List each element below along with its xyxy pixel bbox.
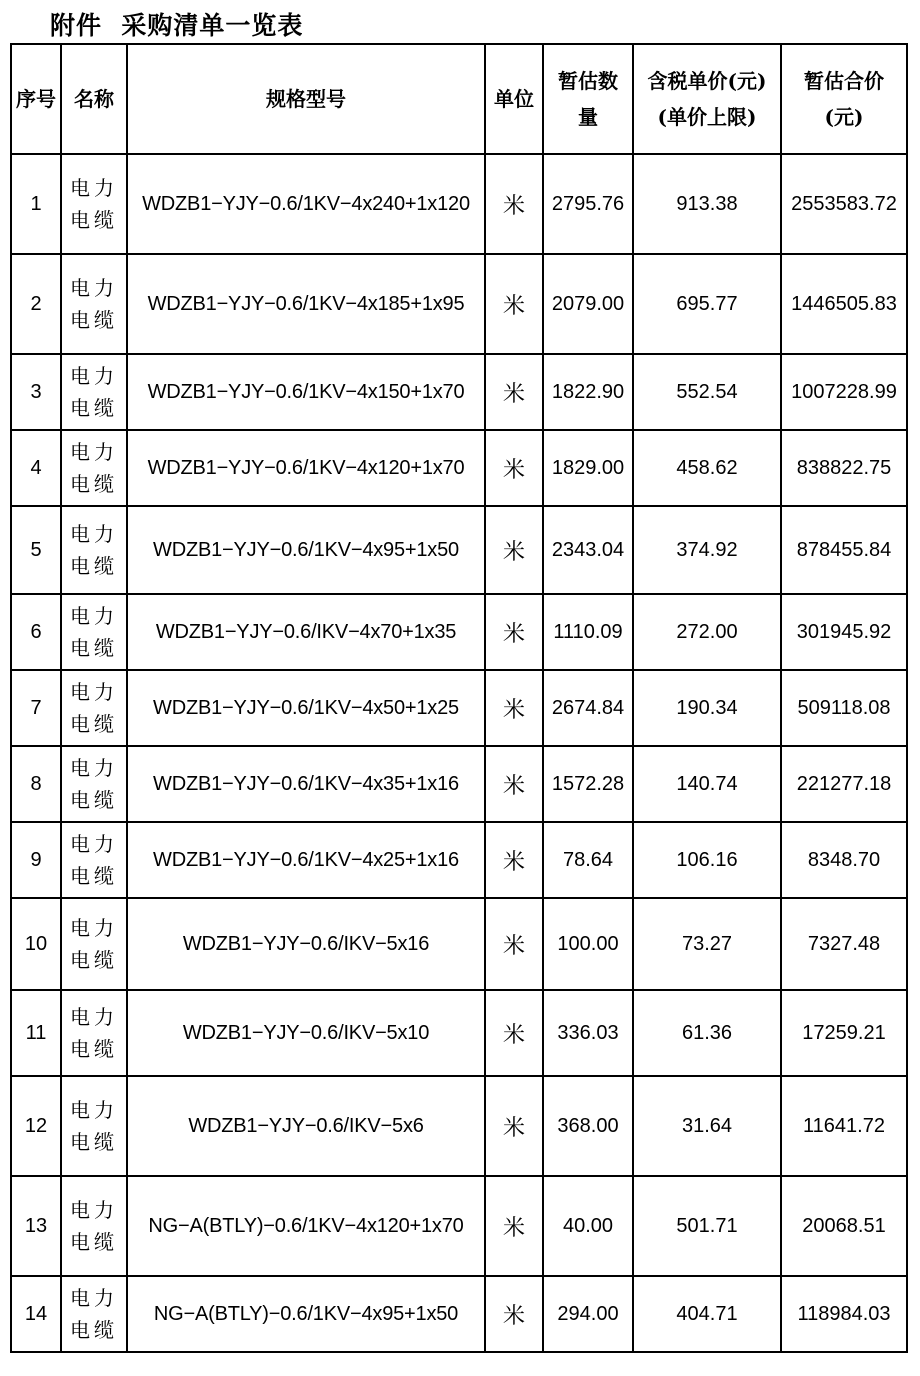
row-name-line1: 电力 — [70, 276, 118, 300]
row-qty: 2343.04 — [543, 506, 633, 594]
header-qty — [543, 44, 633, 154]
row-index: 1 — [11, 154, 61, 254]
row-index: 6 — [11, 594, 61, 670]
row-name-line1: 电力 — [70, 1098, 118, 1122]
row-name — [61, 506, 127, 594]
row-name — [61, 1076, 127, 1176]
row-spec: WDZB1−YJY−0.6/IKV−5x16 — [127, 898, 485, 990]
row-qty: 1829.00 — [543, 430, 633, 506]
row-name-line2: 电缆 — [70, 208, 118, 232]
row-name-line2: 电缆 — [70, 864, 118, 888]
table-row — [11, 746, 907, 822]
row-unit: 米 — [485, 254, 543, 354]
row-qty: 2674.84 — [543, 670, 633, 746]
header-price-line1: 含税单价(元) — [647, 69, 767, 93]
row-total: 221277.18 — [781, 746, 907, 822]
table-row — [11, 254, 907, 354]
row-spec: WDZB1−YJY−0.6/IKV−5x6 — [127, 1076, 485, 1176]
row-total: 8348.70 — [781, 822, 907, 898]
row-total: 301945.92 — [781, 594, 907, 670]
row-qty: 78.64 — [543, 822, 633, 898]
table-row — [11, 430, 907, 506]
header-price — [633, 44, 781, 154]
row-price: 374.92 — [633, 506, 781, 594]
row-unit: 米 — [485, 506, 543, 594]
table-row — [11, 594, 907, 670]
row-qty: 40.00 — [543, 1176, 633, 1276]
table-row — [11, 898, 907, 990]
row-index: 10 — [11, 898, 61, 990]
row-total: 2553583.72 — [781, 154, 907, 254]
header-row — [11, 44, 907, 154]
row-price: 913.38 — [633, 154, 781, 254]
row-name — [61, 670, 127, 746]
row-index: 14 — [11, 1276, 61, 1352]
row-qty: 2079.00 — [543, 254, 633, 354]
row-index: 2 — [11, 254, 61, 354]
header-unit: 单位 — [485, 44, 543, 154]
row-name — [61, 822, 127, 898]
row-total: 878455.84 — [781, 506, 907, 594]
row-spec: NG−A(BTLY)−0.6/1KV−4x95+1x50 — [127, 1276, 485, 1352]
row-price: 190.34 — [633, 670, 781, 746]
row-name-line1: 电力 — [70, 680, 118, 704]
row-unit: 米 — [485, 154, 543, 254]
row-name — [61, 1276, 127, 1352]
row-total: 509118.08 — [781, 670, 907, 746]
header-total — [781, 44, 907, 154]
row-index: 13 — [11, 1176, 61, 1276]
row-index: 5 — [11, 506, 61, 594]
header-total-line2: (元) — [824, 105, 864, 129]
table-row — [11, 990, 907, 1076]
row-total: 17259.21 — [781, 990, 907, 1076]
row-price: 458.62 — [633, 430, 781, 506]
row-total: 1007228.99 — [781, 354, 907, 430]
row-name — [61, 1176, 127, 1276]
row-name-line1: 电力 — [70, 1198, 118, 1222]
row-name — [61, 746, 127, 822]
row-name-line1: 电力 — [70, 916, 118, 940]
row-total: 20068.51 — [781, 1176, 907, 1276]
row-name-line2: 电缆 — [70, 472, 118, 496]
row-name-line1: 电力 — [70, 364, 118, 388]
row-price: 695.77 — [633, 254, 781, 354]
row-name-line1: 电力 — [70, 756, 118, 780]
row-spec: WDZB1−YJY−0.6/1KV−4x95+1x50 — [127, 506, 485, 594]
row-name — [61, 898, 127, 990]
header-index: 序号 — [11, 44, 61, 154]
row-qty: 1822.90 — [543, 354, 633, 430]
row-spec: WDZB1−YJY−0.6/1KV−4x35+1x16 — [127, 746, 485, 822]
row-name — [61, 154, 127, 254]
row-name-line2: 电缆 — [70, 1037, 118, 1061]
row-name-line2: 电缆 — [70, 712, 118, 736]
table-row — [11, 1176, 907, 1276]
row-name-line2: 电缆 — [70, 396, 118, 420]
row-unit: 米 — [485, 670, 543, 746]
row-price: 140.74 — [633, 746, 781, 822]
row-total: 1446505.83 — [781, 254, 907, 354]
row-index: 8 — [11, 746, 61, 822]
row-unit: 米 — [485, 822, 543, 898]
row-spec: WDZB1−YJY−0.6/1KV−4x50+1x25 — [127, 670, 485, 746]
procurement-table — [10, 43, 908, 1353]
row-qty: 368.00 — [543, 1076, 633, 1176]
row-qty: 1572.28 — [543, 746, 633, 822]
row-name — [61, 594, 127, 670]
row-name-line2: 电缆 — [70, 1318, 118, 1342]
row-name-line1: 电力 — [70, 832, 118, 856]
table-row — [11, 822, 907, 898]
row-qty: 1110.09 — [543, 594, 633, 670]
row-qty: 294.00 — [543, 1276, 633, 1352]
row-index: 4 — [11, 430, 61, 506]
row-unit: 米 — [485, 898, 543, 990]
row-index: 12 — [11, 1076, 61, 1176]
row-price: 552.54 — [633, 354, 781, 430]
row-qty: 100.00 — [543, 898, 633, 990]
row-price: 31.64 — [633, 1076, 781, 1176]
row-spec: WDZB1−YJY−0.6/1KV−4x120+1x70 — [127, 430, 485, 506]
table-row — [11, 1276, 907, 1352]
row-spec: WDZB1−YJY−0.6/IKV−5x10 — [127, 990, 485, 1076]
row-price: 272.00 — [633, 594, 781, 670]
row-unit: 米 — [485, 594, 543, 670]
row-name-line2: 电缆 — [70, 636, 118, 660]
row-spec: WDZB1−YJY−0.6/1KV−4x150+1x70 — [127, 354, 485, 430]
table-row — [11, 506, 907, 594]
header-qty-line2: 量 — [578, 105, 598, 129]
row-spec: WDZB1−YJY−0.6/1KV−4x25+1x16 — [127, 822, 485, 898]
row-unit: 米 — [485, 354, 543, 430]
row-price: 106.16 — [633, 822, 781, 898]
row-index: 11 — [11, 990, 61, 1076]
row-price: 73.27 — [633, 898, 781, 990]
row-spec: WDZB1−YJY−0.6/1KV−4x240+1x120 — [127, 154, 485, 254]
page-title: 附件 采购清单一览表 — [50, 11, 304, 40]
row-name-line1: 电力 — [70, 440, 118, 464]
row-name-line2: 电缆 — [70, 788, 118, 812]
row-spec: NG−A(BTLY)−0.6/1KV−4x120+1x70 — [127, 1176, 485, 1276]
table-row — [11, 1076, 907, 1176]
row-total: 118984.03 — [781, 1276, 907, 1352]
row-unit: 米 — [485, 990, 543, 1076]
row-qty: 2795.76 — [543, 154, 633, 254]
row-name-line2: 电缆 — [70, 308, 118, 332]
row-spec: WDZB1−YJY−0.6/1KV−4x185+1x95 — [127, 254, 485, 354]
table-row — [11, 354, 907, 430]
table-body — [11, 154, 907, 1352]
table-row — [11, 670, 907, 746]
row-total: 7327.48 — [781, 898, 907, 990]
row-price: 404.71 — [633, 1276, 781, 1352]
row-name-line2: 电缆 — [70, 1230, 118, 1254]
row-name-line2: 电缆 — [70, 948, 118, 972]
row-total: 838822.75 — [781, 430, 907, 506]
row-index: 9 — [11, 822, 61, 898]
row-name-line1: 电力 — [70, 1005, 118, 1029]
row-name — [61, 354, 127, 430]
row-name-line1: 电力 — [70, 176, 118, 200]
row-unit: 米 — [485, 430, 543, 506]
header-spec: 规格型号 — [127, 44, 485, 154]
row-index: 7 — [11, 670, 61, 746]
header-qty-line1: 暂估数 — [558, 69, 618, 93]
header-total-line1: 暂估合价 — [804, 69, 884, 93]
row-unit: 米 — [485, 746, 543, 822]
table-row — [11, 154, 907, 254]
row-name-line2: 电缆 — [70, 554, 118, 578]
row-index: 3 — [11, 354, 61, 430]
row-total: 11641.72 — [781, 1076, 907, 1176]
row-name-line1: 电力 — [70, 1286, 118, 1310]
row-name-line2: 电缆 — [70, 1130, 118, 1154]
header-name: 名称 — [61, 44, 127, 154]
row-name — [61, 430, 127, 506]
row-name-line1: 电力 — [70, 604, 118, 628]
row-price: 501.71 — [633, 1176, 781, 1276]
row-price: 61.36 — [633, 990, 781, 1076]
row-name — [61, 254, 127, 354]
header-price-line2: (单价上限) — [657, 105, 757, 129]
row-unit: 米 — [485, 1176, 543, 1276]
row-name — [61, 990, 127, 1076]
row-unit: 米 — [485, 1076, 543, 1176]
row-name-line1: 电力 — [70, 522, 118, 546]
row-qty: 336.03 — [543, 990, 633, 1076]
row-unit: 米 — [485, 1276, 543, 1352]
row-spec: WDZB1−YJY−0.6/IKV−4x70+1x35 — [127, 594, 485, 670]
